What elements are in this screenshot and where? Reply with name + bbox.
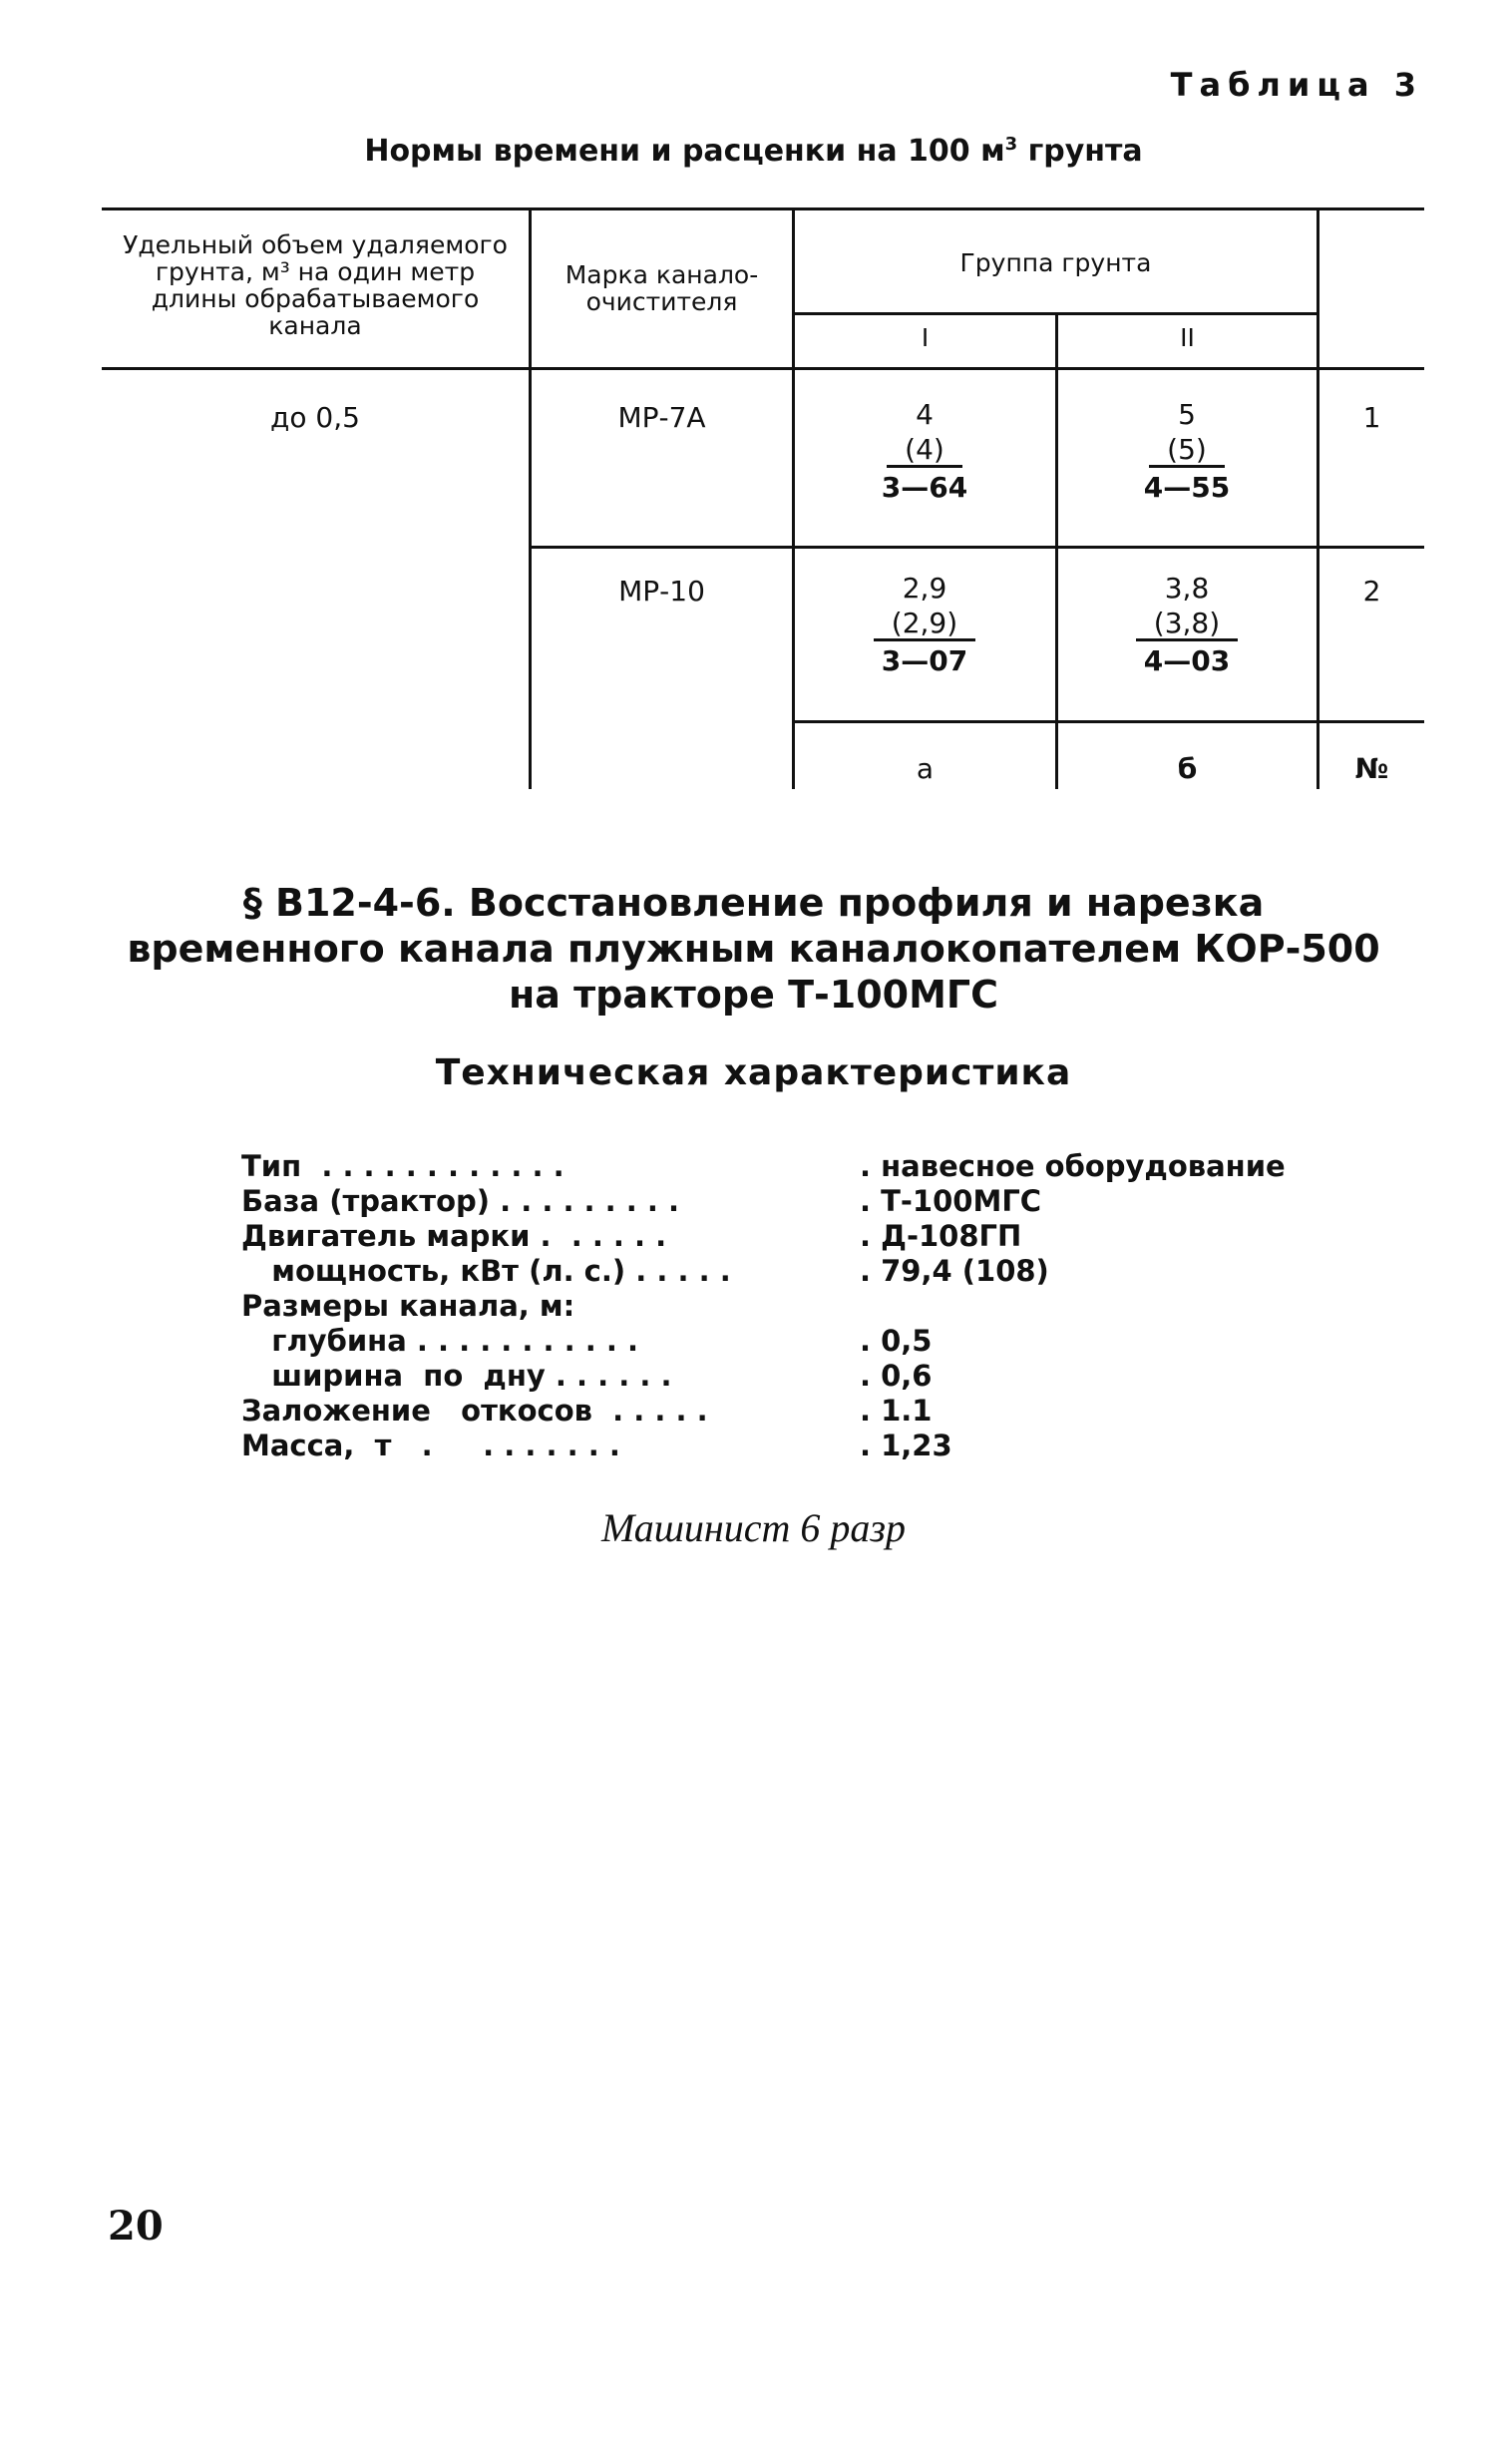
spec-label: мощность, кВт (л. с.) . . . . . [241,1254,731,1288]
table-title-sup: 3 [1004,134,1018,155]
header-volume-line: Удельный объем удаляемого [123,230,508,259]
header-soil-group: Группа грунта [959,248,1152,277]
norm-paren: (2,9) [874,609,975,641]
row1-brand: МР-7А [617,401,706,434]
vline-col2 [792,207,795,789]
spec-value: . Т-100МГС [860,1184,1042,1218]
footer-col-no: № [1354,752,1389,785]
spec-value: . 0,5 [860,1324,933,1358]
row-divider-2 [794,720,1424,723]
table-title-tail: грунта [1017,134,1143,169]
rate-value: 4—03 [1143,644,1231,677]
row2-group1-value [845,571,1004,681]
section-heading [0,880,1507,1018]
norm-value: 3,8 [1164,572,1210,605]
spec-label: Двигатель марки . . . . . . [241,1219,667,1253]
spec-label: Тип . . . . . . . . . . . . [241,1149,565,1183]
spec-subtitle: Техническая характеристика [435,1052,1072,1093]
norm-value: 5 [1178,398,1196,431]
norm-value: 4 [916,398,934,431]
header-brand-line: Марка канало- [565,260,759,289]
spec-label: ширина по дну . . . . . . [241,1359,672,1393]
norm-paren: (5) [1149,435,1225,468]
row2-brand: МР-10 [618,575,705,608]
spec-label: Размеры канала, м: [241,1289,575,1323]
header-brand [532,261,792,315]
section-heading-line: § В12-4-6. Восстановление профиля и нарезка [242,881,1265,925]
norm-paren: (4) [887,435,962,468]
row1-number: 1 [1362,401,1381,434]
norm-paren: (3,8) [1136,609,1238,641]
page-number: 20 [108,2203,164,2250]
spec-value: . 1,23 [860,1429,952,1462]
spec-label: Масса, т . . . . . . . . [241,1429,620,1462]
row2-number: 2 [1362,575,1381,608]
spec-label: глубина . . . . . . . . . . . [241,1324,638,1358]
table-title [0,134,1507,169]
section-heading-line: временного канала плужным каналокопателем КОР-500 [127,927,1380,971]
header-volume-line: грунта, м³ на один метр [155,257,476,286]
row1-volume: до 0,5 [270,401,360,434]
spec-value: . 79,4 (108) [860,1254,1049,1288]
header-volume-line: длины обрабатываемого [151,284,480,313]
header-volume-line: канала [268,311,362,340]
vline-col3 [1055,312,1058,789]
section-heading-line: на тракторе Т-100МГС [508,973,999,1017]
spec-value: . 1.1 [860,1394,933,1428]
worker-category: Машинист 6 разр [600,1505,907,1550]
header-volume [102,231,529,339]
table-top-rule [102,207,1424,210]
row2-group2-value [1107,571,1267,681]
norm-value: 2,9 [902,572,947,605]
header-brand-line: очистителя [585,287,738,316]
rate-value: 4—55 [1143,471,1231,504]
spec-label: Заложение откосов . . . . . [241,1394,708,1428]
spec-list [241,1149,1338,1478]
row1-group2-value [1107,397,1267,508]
spec-label: База (трактор) . . . . . . . . . [241,1184,680,1218]
header-group-2: II [1180,323,1195,352]
table-title-text: Нормы времени и расценки на 100 м [364,134,1005,169]
rate-value: 3—07 [881,644,968,677]
header-group-1: I [921,323,930,352]
spec-value: . 0,6 [860,1359,933,1393]
spec-value: . навесное оборудование [860,1149,1286,1183]
row1-group1-value [845,397,1004,508]
footer-col-a: а [916,752,935,785]
vline-col4 [1317,207,1319,789]
row-divider-1 [531,546,1424,549]
spec-value: . Д-108ГП [860,1219,1022,1253]
footer-col-b: б [1177,752,1198,785]
header-bottom-rule [102,367,1424,370]
table-label: Таблица 3 [1170,66,1423,104]
rate-value: 3—64 [881,471,968,504]
